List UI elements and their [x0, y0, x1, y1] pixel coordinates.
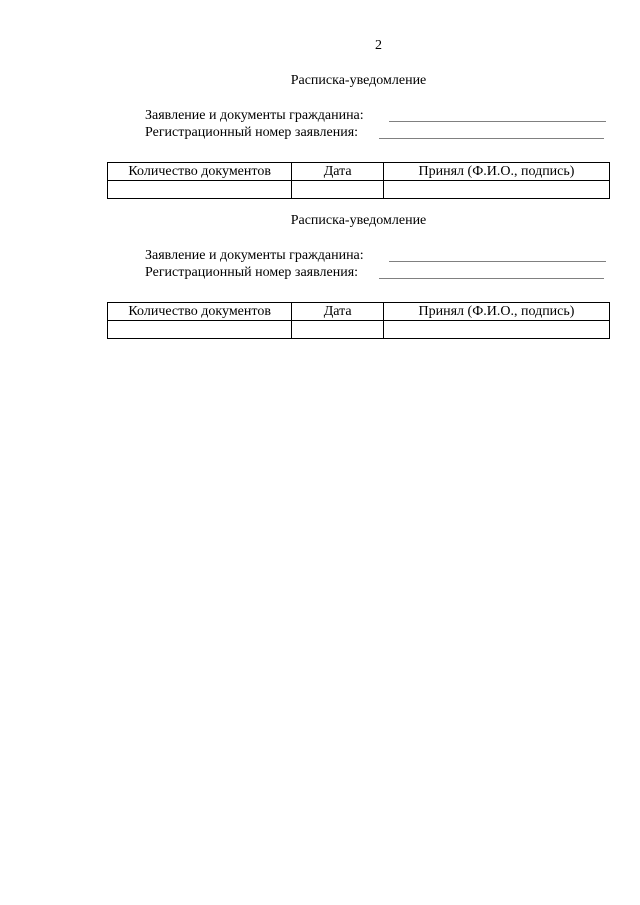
cell-date[interactable]	[292, 181, 384, 199]
receipt-table	[107, 162, 610, 199]
header-document-count: Количество документов	[108, 163, 292, 181]
table-header-row	[108, 303, 610, 321]
header-accepted-by: Принял (Ф.И.О., подпись)	[383, 303, 609, 321]
table-row	[108, 181, 610, 199]
table-header-row	[108, 163, 610, 181]
registration-number-label: Регистрационный номер заявления:	[145, 125, 359, 140]
cell-accepted-by[interactable]	[383, 181, 609, 199]
header-date: Дата	[292, 303, 384, 321]
cell-document-count[interactable]	[108, 321, 292, 339]
receipt-notice-2	[107, 212, 610, 339]
registration-number-label: Регистрационный номер заявления:	[145, 265, 359, 280]
header-document-count: Количество документов	[108, 303, 292, 321]
cell-accepted-by[interactable]	[383, 321, 609, 339]
documents-field-label: Заявление и документы гражданина:	[145, 108, 364, 123]
documents-field	[107, 107, 610, 124]
documents-blank-line[interactable]	[389, 121, 606, 122]
page-number: 2	[375, 38, 382, 53]
receipt-table	[107, 302, 610, 339]
cell-date[interactable]	[292, 321, 384, 339]
header-date: Дата	[292, 163, 384, 181]
table-row	[108, 321, 610, 339]
receipt-title: Расписка-уведомление	[290, 213, 427, 228]
header-accepted-by: Принял (Ф.И.О., подпись)	[383, 163, 609, 181]
registration-number-field	[107, 264, 610, 281]
registration-number-blank-line[interactable]	[379, 278, 604, 279]
receipt-notice-1	[107, 72, 610, 199]
cell-document-count[interactable]	[108, 181, 292, 199]
registration-number-blank-line[interactable]	[379, 138, 604, 139]
documents-blank-line[interactable]	[389, 261, 606, 262]
documents-field-label: Заявление и документы гражданина:	[145, 248, 364, 263]
receipt-title: Расписка-уведомление	[290, 73, 427, 88]
documents-field	[107, 247, 610, 264]
registration-number-field	[107, 124, 610, 141]
